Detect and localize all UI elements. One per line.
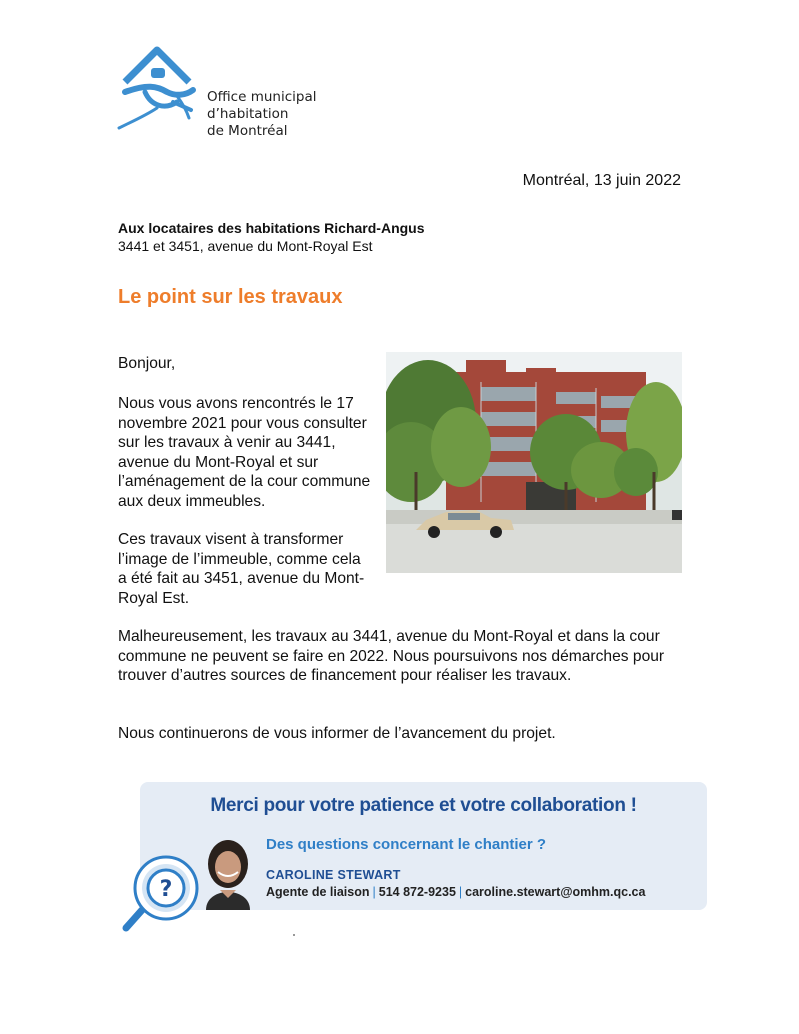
org-line-2: d’habitation bbox=[207, 106, 289, 122]
org-line-3: de Montréal bbox=[207, 123, 288, 139]
question-magnifier-icon bbox=[120, 852, 202, 934]
building-photo bbox=[386, 352, 682, 573]
page-mark bbox=[293, 934, 295, 936]
paragraph-3: Malheureusement, les travaux au 3441, avenue du Mont-Royal et dans la cour commune ne peuvent se faire en 2022. Nous poursuivons nos démarches pour trouver d’autres sources de financement pour réaliser les travaux. bbox=[118, 628, 665, 685]
paragraph-1: Nous vous avons rencontrés le 17 novembre 2021 pour vous consulter sur les travaux à venir au 3441, avenue du Mont-Royal et sur l’aménagement de la cour commune aux deux immeubles. bbox=[118, 395, 371, 510]
recipient-name: Aux locataires des habitations Richard-Angus bbox=[118, 220, 425, 236]
organization-name bbox=[207, 89, 316, 140]
contact-name: CAROLINE STEWART bbox=[266, 868, 401, 882]
banner-question: Des questions concernant le chantier ? bbox=[266, 836, 547, 853]
recipient-block bbox=[118, 219, 425, 255]
svg-text:?: ? bbox=[159, 877, 173, 902]
contact-email: caroline.stewart@omhm.qc.ca bbox=[465, 885, 646, 899]
banner-title: Merci pour votre patience et votre collaboration ! bbox=[210, 795, 637, 816]
separator: | bbox=[458, 885, 463, 899]
contact-portrait bbox=[196, 834, 260, 910]
contact-phone: 514 872-9235 bbox=[378, 885, 456, 899]
org-line-1: Office municipal bbox=[207, 89, 317, 105]
contact-details bbox=[266, 885, 645, 899]
letter-title: Le point sur les travaux bbox=[118, 286, 343, 308]
paragraph-2: Ces travaux visent à transformer l’image de l’immeuble, comme cela a été fait au 3451, avenue du Mont-Royal Est. bbox=[118, 531, 365, 607]
separator: | bbox=[372, 885, 376, 899]
paragraph-4: Nous continuerons de vous informer de l’avancement du projet. bbox=[118, 725, 556, 742]
greeting: Bonjour, bbox=[118, 355, 176, 372]
omhm-logo-icon bbox=[117, 44, 199, 130]
letter-date: Montréal, 13 juin 2022 bbox=[522, 172, 681, 189]
contact-role: Agente de liaison bbox=[266, 885, 370, 899]
recipient-address: 3441 et 3451, avenue du Mont-Royal Est bbox=[118, 238, 373, 254]
